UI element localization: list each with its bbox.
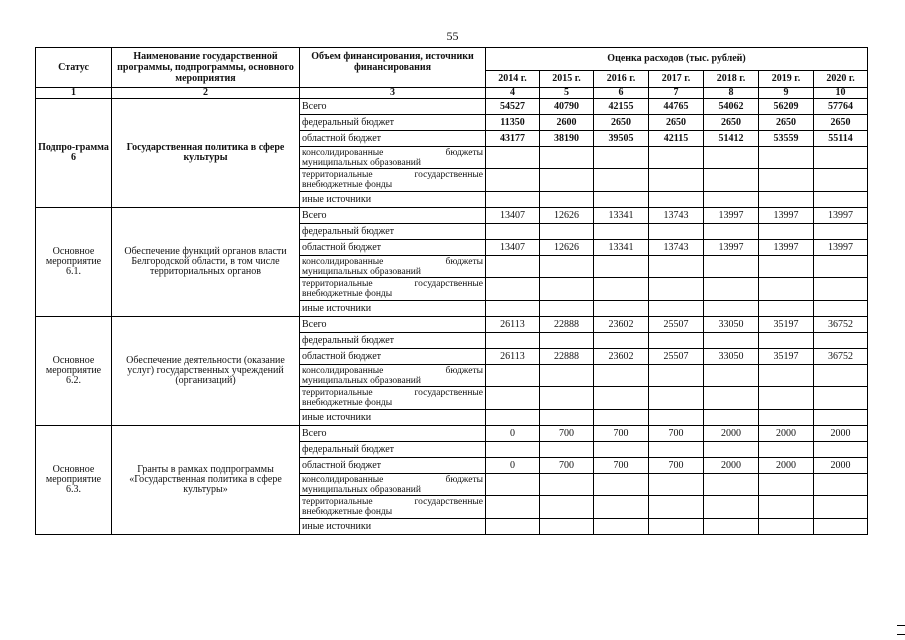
value-cell (486, 147, 540, 169)
value-cell (486, 278, 540, 301)
value-cell (759, 256, 814, 278)
value-cell (540, 496, 594, 519)
header-row (36, 48, 868, 71)
value-cell: 700 (540, 458, 594, 474)
value-cell: 22888 (540, 349, 594, 365)
funding-source-cell: областной бюджет (300, 131, 486, 147)
value-cell: 33050 (704, 349, 759, 365)
value-cell: 13743 (649, 240, 704, 256)
value-cell (759, 192, 814, 208)
value-cell (814, 365, 868, 387)
value-cell (486, 496, 540, 519)
value-cell (704, 278, 759, 301)
header-year: 2016 г. (594, 71, 649, 88)
value-cell (540, 365, 594, 387)
group-name: Обеспечение деятельности (оказание услуг) государственных учреждений (организаций) (112, 317, 300, 426)
group-name: Государственная политика в сфере культуры (112, 99, 300, 208)
value-cell (704, 147, 759, 169)
column-number: 6 (594, 88, 649, 99)
value-cell: 22888 (540, 317, 594, 333)
value-cell (594, 387, 649, 410)
value-cell (814, 410, 868, 426)
value-cell: 2000 (704, 458, 759, 474)
value-cell: 13997 (814, 208, 868, 224)
value-cell: 700 (649, 426, 704, 442)
column-number: 10 (814, 88, 868, 99)
value-cell: 2650 (814, 115, 868, 131)
column-number: 5 (540, 88, 594, 99)
funding-source-cell: территориальные государственные внебюджетные фонды (300, 169, 486, 192)
crop-mark (897, 625, 905, 626)
value-cell: 36752 (814, 349, 868, 365)
value-cell (486, 442, 540, 458)
value-cell (704, 169, 759, 192)
value-cell (704, 496, 759, 519)
value-cell (594, 256, 649, 278)
header-year: 2014 г. (486, 71, 540, 88)
value-cell: 33050 (704, 317, 759, 333)
value-cell: 12626 (540, 208, 594, 224)
header-funding-source: Объем финансирования, источники финансирования (300, 48, 486, 88)
value-cell: 13341 (594, 240, 649, 256)
value-cell (594, 519, 649, 535)
funding-source-cell: Всего (300, 426, 486, 442)
funding-source-cell: консолидированные бюджеты муниципальных образований (300, 256, 486, 278)
value-cell: 44765 (649, 99, 704, 115)
value-cell (814, 224, 868, 240)
value-cell (814, 387, 868, 410)
funding-source-cell: Всего (300, 317, 486, 333)
value-cell: 2000 (814, 426, 868, 442)
value-cell (594, 224, 649, 240)
funding-source-cell: федеральный бюджет (300, 442, 486, 458)
value-cell (759, 278, 814, 301)
value-cell (594, 474, 649, 496)
column-number: 1 (36, 88, 112, 99)
group-name: Обеспечение функций органов власти Белгородской области, в том числе территориальных органов (112, 208, 300, 317)
group-status: Основное мероприятие 6.1. (36, 208, 112, 317)
value-cell (486, 410, 540, 426)
value-cell (759, 169, 814, 192)
table-row (36, 208, 868, 224)
value-cell: 39505 (594, 131, 649, 147)
column-number-row (36, 88, 868, 99)
value-cell: 35197 (759, 317, 814, 333)
value-cell (814, 442, 868, 458)
column-number: 8 (704, 88, 759, 99)
value-cell (594, 410, 649, 426)
value-cell (704, 474, 759, 496)
value-cell (814, 169, 868, 192)
header-status: Статус (36, 48, 112, 88)
value-cell (594, 333, 649, 349)
value-cell (759, 442, 814, 458)
value-cell: 40790 (540, 99, 594, 115)
value-cell (540, 442, 594, 458)
value-cell: 2000 (814, 458, 868, 474)
funding-source-cell: территориальные государственные внебюджетные фонды (300, 496, 486, 519)
value-cell (649, 496, 704, 519)
value-cell (540, 256, 594, 278)
column-number: 3 (300, 88, 486, 99)
value-cell (486, 256, 540, 278)
value-cell: 26113 (486, 317, 540, 333)
value-cell (649, 333, 704, 349)
value-cell: 13997 (704, 208, 759, 224)
budget-table (35, 47, 868, 535)
header-estimate: Оценка расходов (тыс. рублей) (486, 48, 868, 71)
value-cell (594, 496, 649, 519)
value-cell (814, 301, 868, 317)
value-cell (594, 192, 649, 208)
value-cell (594, 442, 649, 458)
value-cell (649, 474, 704, 496)
value-cell (649, 519, 704, 535)
value-cell (486, 474, 540, 496)
value-cell: 13341 (594, 208, 649, 224)
value-cell (814, 496, 868, 519)
table-row (36, 99, 868, 115)
value-cell: 700 (594, 426, 649, 442)
group-name: Гранты в рамках подпрограммы «Государственная политика в сфере культуры» (112, 426, 300, 535)
value-cell: 13997 (704, 240, 759, 256)
value-cell: 25507 (649, 349, 704, 365)
value-cell: 42155 (594, 99, 649, 115)
funding-source-cell: областной бюджет (300, 240, 486, 256)
value-cell: 2000 (704, 426, 759, 442)
value-cell: 35197 (759, 349, 814, 365)
value-cell (759, 519, 814, 535)
header-year: 2017 г. (649, 71, 704, 88)
value-cell (704, 192, 759, 208)
value-cell: 23602 (594, 349, 649, 365)
value-cell: 13407 (486, 208, 540, 224)
funding-source-cell: областной бюджет (300, 458, 486, 474)
funding-source-cell: консолидированные бюджеты муниципальных образований (300, 147, 486, 169)
value-cell (649, 224, 704, 240)
value-cell (759, 365, 814, 387)
value-cell: 23602 (594, 317, 649, 333)
value-cell (814, 333, 868, 349)
value-cell (814, 256, 868, 278)
value-cell (814, 519, 868, 535)
value-cell (649, 192, 704, 208)
value-cell (759, 496, 814, 519)
value-cell (649, 147, 704, 169)
value-cell (759, 410, 814, 426)
header-year: 2018 г. (704, 71, 759, 88)
value-cell: 13997 (759, 208, 814, 224)
value-cell (540, 474, 594, 496)
value-cell: 13997 (759, 240, 814, 256)
funding-source-cell: Всего (300, 208, 486, 224)
value-cell (704, 387, 759, 410)
funding-source-cell: иные источники (300, 192, 486, 208)
value-cell: 43177 (486, 131, 540, 147)
funding-source-cell: федеральный бюджет (300, 224, 486, 240)
value-cell: 13743 (649, 208, 704, 224)
value-cell (704, 365, 759, 387)
value-cell (704, 301, 759, 317)
value-cell (540, 278, 594, 301)
value-cell: 2650 (594, 115, 649, 131)
funding-source-cell: иные источники (300, 301, 486, 317)
header-year: 2020 г. (814, 71, 868, 88)
value-cell (486, 169, 540, 192)
value-cell: 38190 (540, 131, 594, 147)
value-cell (486, 192, 540, 208)
group-status: Подпро-грамма 6 (36, 99, 112, 208)
table-row (36, 426, 868, 442)
value-cell (486, 365, 540, 387)
column-number: 4 (486, 88, 540, 99)
funding-source-cell: областной бюджет (300, 349, 486, 365)
value-cell: 42115 (649, 131, 704, 147)
value-cell (759, 147, 814, 169)
funding-source-cell: консолидированные бюджеты муниципальных образований (300, 365, 486, 387)
funding-source-cell: Всего (300, 99, 486, 115)
funding-source-cell: консолидированные бюджеты муниципальных образований (300, 474, 486, 496)
funding-source-cell: федеральный бюджет (300, 333, 486, 349)
value-cell (594, 301, 649, 317)
value-cell: 0 (486, 426, 540, 442)
value-cell (649, 169, 704, 192)
funding-source-cell: территориальные государственные внебюджетные фонды (300, 387, 486, 410)
value-cell (759, 333, 814, 349)
value-cell (814, 474, 868, 496)
column-number: 7 (649, 88, 704, 99)
value-cell (486, 301, 540, 317)
value-cell: 55114 (814, 131, 868, 147)
page-number: 55 (446, 29, 459, 43)
value-cell: 2650 (704, 115, 759, 131)
value-cell (594, 365, 649, 387)
value-cell (540, 519, 594, 535)
value-cell (594, 147, 649, 169)
value-cell (594, 278, 649, 301)
value-cell (759, 301, 814, 317)
value-cell (649, 387, 704, 410)
value-cell (814, 147, 868, 169)
value-cell (540, 169, 594, 192)
value-cell (649, 410, 704, 426)
column-number: 2 (112, 88, 300, 99)
value-cell: 2000 (759, 458, 814, 474)
value-cell: 26113 (486, 349, 540, 365)
value-cell (649, 442, 704, 458)
funding-source-cell: территориальные государственные внебюджетные фонды (300, 278, 486, 301)
value-cell: 12626 (540, 240, 594, 256)
value-cell (486, 387, 540, 410)
value-cell: 54062 (704, 99, 759, 115)
value-cell (814, 192, 868, 208)
value-cell (704, 256, 759, 278)
value-cell (486, 224, 540, 240)
funding-source-cell: иные источники (300, 519, 486, 535)
funding-source-cell: федеральный бюджет (300, 115, 486, 131)
table-row (36, 317, 868, 333)
value-cell (759, 224, 814, 240)
value-cell: 13407 (486, 240, 540, 256)
value-cell: 57764 (814, 99, 868, 115)
header-year: 2015 г. (540, 71, 594, 88)
value-cell: 700 (594, 458, 649, 474)
value-cell (704, 333, 759, 349)
value-cell (814, 278, 868, 301)
value-cell: 36752 (814, 317, 868, 333)
value-cell (649, 278, 704, 301)
value-cell (540, 387, 594, 410)
header-year: 2019 г. (759, 71, 814, 88)
value-cell: 2650 (759, 115, 814, 131)
value-cell: 2650 (649, 115, 704, 131)
crop-mark (897, 634, 905, 635)
value-cell: 700 (540, 426, 594, 442)
column-number: 9 (759, 88, 814, 99)
value-cell (649, 301, 704, 317)
value-cell (704, 442, 759, 458)
value-cell: 13997 (814, 240, 868, 256)
value-cell: 54527 (486, 99, 540, 115)
value-cell (486, 519, 540, 535)
value-cell (704, 410, 759, 426)
value-cell (649, 256, 704, 278)
value-cell (594, 169, 649, 192)
funding-source-cell: иные источники (300, 410, 486, 426)
value-cell: 700 (649, 458, 704, 474)
value-cell (540, 192, 594, 208)
value-cell (486, 333, 540, 349)
value-cell (540, 333, 594, 349)
group-status: Основное мероприятие 6.2. (36, 317, 112, 426)
value-cell: 0 (486, 458, 540, 474)
value-cell (759, 387, 814, 410)
value-cell: 2000 (759, 426, 814, 442)
value-cell: 25507 (649, 317, 704, 333)
value-cell (649, 365, 704, 387)
group-status: Основное мероприятие 6.3. (36, 426, 112, 535)
value-cell (540, 301, 594, 317)
value-cell: 11350 (486, 115, 540, 131)
value-cell (704, 224, 759, 240)
value-cell (540, 410, 594, 426)
value-cell: 53559 (759, 131, 814, 147)
value-cell (759, 474, 814, 496)
value-cell (704, 519, 759, 535)
value-cell (540, 224, 594, 240)
value-cell (540, 147, 594, 169)
value-cell: 2600 (540, 115, 594, 131)
value-cell: 56209 (759, 99, 814, 115)
value-cell: 51412 (704, 131, 759, 147)
header-program-name: Наименование государственной программы, подпрограммы, основного мероприятия (112, 48, 300, 88)
